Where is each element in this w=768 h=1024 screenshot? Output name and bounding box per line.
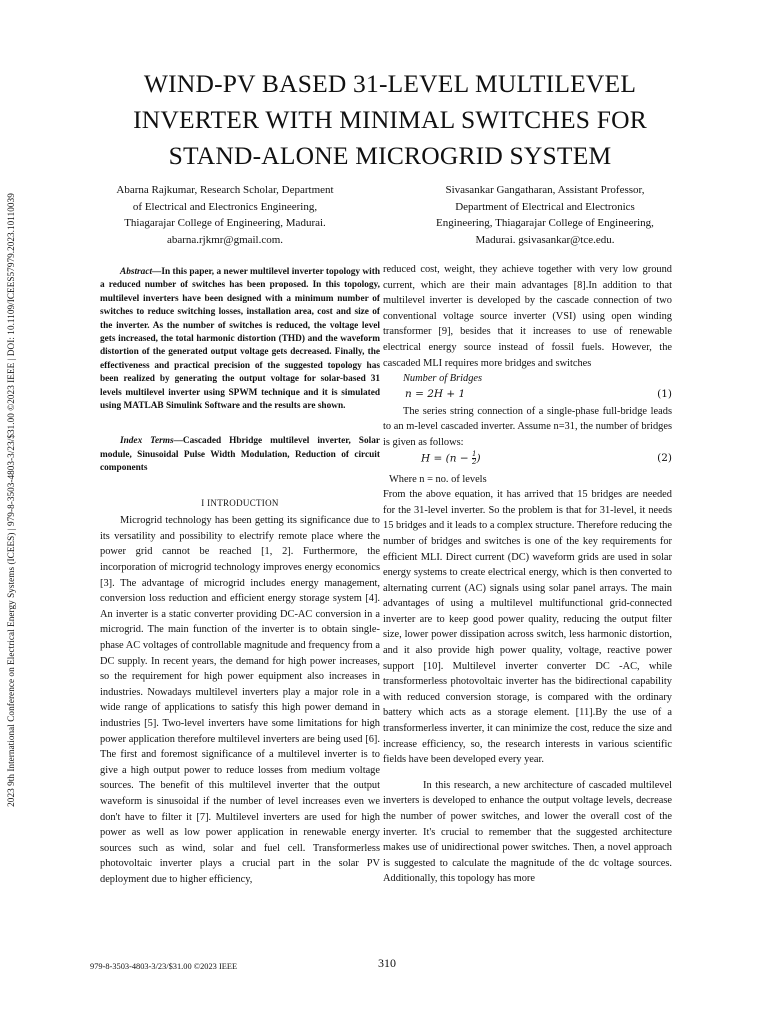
side-banner [2, 170, 20, 830]
index-terms-label: Index Terms— [120, 436, 183, 447]
author-block-2 [395, 182, 695, 248]
title-line: WIND-PV BASED 31-LEVEL MULTILEVEL [143, 69, 637, 98]
fraction-numerator: 1 [471, 449, 477, 458]
author-line: of Electrical and Electronics Engineering, [132, 200, 318, 213]
author-line: Sivasankar Gangatharan, Assistant Professor, [445, 184, 645, 196]
author-block-1 [75, 182, 375, 248]
equation-1-expr: n = 2H + 1 [405, 387, 466, 400]
abstract-label: Abstract— [120, 267, 162, 277]
author-email: Madurai. gsivasankar@tce.edu. [475, 233, 615, 246]
abstract-text: In this paper, a newer multilevel inverter topology with a reduced number of switches has been proposed. In this topology, multilevel inverters have been designed with a minimum number of switches to reduce switching losses, installation area, cost and size of the inverter. As the number of switches is reduced, the voltage level gets increased, the total harmonic distortion (THD) and the waveform distortion of the generated output voltage gets decreased. Finally, the effectiveness and practical precision of the suggested topology has been realized by generating the output voltage for solar-based 31 levels multilevel inverter using SPWM technique and it is simulated using MATLAB Simulink Software and the results are shown. [100, 267, 380, 412]
title-line: INVERTER WITH MINIMAL SWITCHES FOR [133, 105, 647, 134]
author-line: Thiagarajar College of Engineering, Madurai. [124, 217, 326, 229]
where-line: Where n = no. of levels [389, 473, 487, 485]
equation-2-number: (2) [657, 451, 672, 464]
right-paragraph-3: From the above equation, it has arrived that 15 bridges are needed for the 31-level inverter. So the problem is that for 31-level, it needs 15 bridges and it leads to a complex structure. Therefore reducing the number of bridges and switches is one of the key requirements for efficient MLI. Direct current (DC) waveform grids are used in solar energy systems to create electrical energy, which is then converted to alternating current (AC) signals using solar panel arrays. The main advantages of using a multilevel multifunctional grid-connected inverter are to keep good power quality, reducing the output filter size, lower power dissipation across switch, less harmonic distortion, and it also provide high power quality, voltage, reactive power support [10]. Multilevel inverter converter DC -AC, while transformerless photovoltaic inverter has the bidirectional capability with reduced conversion storage, is compared with the ordinary battery which acts as a storage element. [11].By the use of a transformerless inverter, it can minimize the cost, reduce the size and increase efficiency, so, the research interests in various scientific fields have been developed every year. [383, 489, 672, 766]
equation-1 [383, 387, 672, 404]
footer-copyright: 979-8-3503-4803-3/23/$31.00 ©2023 IEEE [90, 962, 238, 971]
section-heading: I INTRODUCTION [201, 497, 279, 508]
author-email: abarna.rjkmr@gmail.com. [166, 233, 284, 246]
right-column [383, 262, 672, 887]
abstract [100, 266, 380, 413]
right-paragraph-1: reduced cost, weight, they achieve together with very low ground current, which are their main advantages [8].In addition to that multilevel inverter is developed by the cascade connection of two conventional voltage source inverter (VSI) using open winding transformer [9], besides that it increases to use of renewable electrical energy source instead of fossil fuels. However, the cascaded MLI requires more bridges and switches [383, 264, 672, 369]
side-banner-text: 2023 9th International Conference on Electrical Energy Systems (ICEES) | 979-8-3503-4803-3/23/$31.00 ©2023 IEEE | DOI: 10.1109/ICEES57979.2023.10110039 [6, 193, 16, 807]
equation-2-lhs: H = (n − [421, 452, 472, 465]
right-paragraph-2: The series string connection of a single-phase full-bridge leads to an m-level cascaded inverter. Assume n=31, the number of bridges is given as follows: [383, 405, 672, 448]
bridges-label: Number of Bridges [403, 373, 483, 385]
index-terms [100, 435, 380, 475]
equation-2 [383, 451, 672, 472]
left-column [100, 266, 380, 888]
author-line: Engineering, Thiagarajar College of Engineering, [436, 217, 654, 229]
intro-paragraph: Microgrid technology has been getting its significance due to its versatility and possibility to electrify remote place where the power grid cannot be reached [1, 2]. Furthermore, the incorporation of microgrid technology improves energy economics [3]. The advantage of microgrid includes energy management, conversion loss reduction and efficient energy storage system [4]. An inverter is a static converter providing DC-AC conversion in a microgrid. The main function of the inverter is to obtain single-phase AC voltages of controllable magnitude and frequency from a DC supply. In recent years, the demand for high power increases, so the requirement for high power equipment also increases in industries. Nowadays multilevel inverters play a major role in a wide range of applications to satisfy this high power demand in industries [5]. Two-level inverters have some limitations for high power application therefore multilevel inverters are being used [6]. The first and foremost significance of a multilevel inverter is to give a high output power to reduce losses from medium voltage sources. The benefit of this multilevel inverter that the output waveform is sinusoidal if the number of level increases even we don't have to filter it [7]. Multilevel inverters are used for high power as well as low power application in renewable energy sources such as wind, solar and fuel cell. Transformerless photovoltaic inverter plays a crucial part in the solar PV deployment due to higher efficiency, [100, 515, 380, 885]
page-number: 310 [378, 956, 396, 970]
equation-2-rhs: ) [476, 452, 481, 465]
author-line: Department of Electrical and Electronics [455, 200, 635, 213]
author-line: Abarna Rajkumar, Research Scholar, Department [116, 184, 334, 196]
paper-title [80, 66, 700, 174]
title-line: STAND-ALONE MICROGRID SYSTEM [168, 141, 612, 170]
fraction-denominator: 2 [471, 457, 477, 466]
equation-1-number: (1) [657, 387, 672, 400]
right-paragraph-4: In this research, a new architecture of cascaded multilevel inverters is developed to enhance the output voltage levels, decrease the number of power switches, and lower the overall cost of the inverter. It's crucial to remember that the suggested architecture makes use of unidirectional power switches. Then, a novel approach is suggested to calculate the magnitude of the dc voltage sources. Additionally, this topology has more [383, 779, 672, 885]
equation-2-expr [421, 451, 481, 467]
index-terms-text: Cascaded Hbridge multilevel inverter, Solar module, Sinusoidal Pulse Width Modulation, Reduction of circuit components [100, 436, 380, 474]
